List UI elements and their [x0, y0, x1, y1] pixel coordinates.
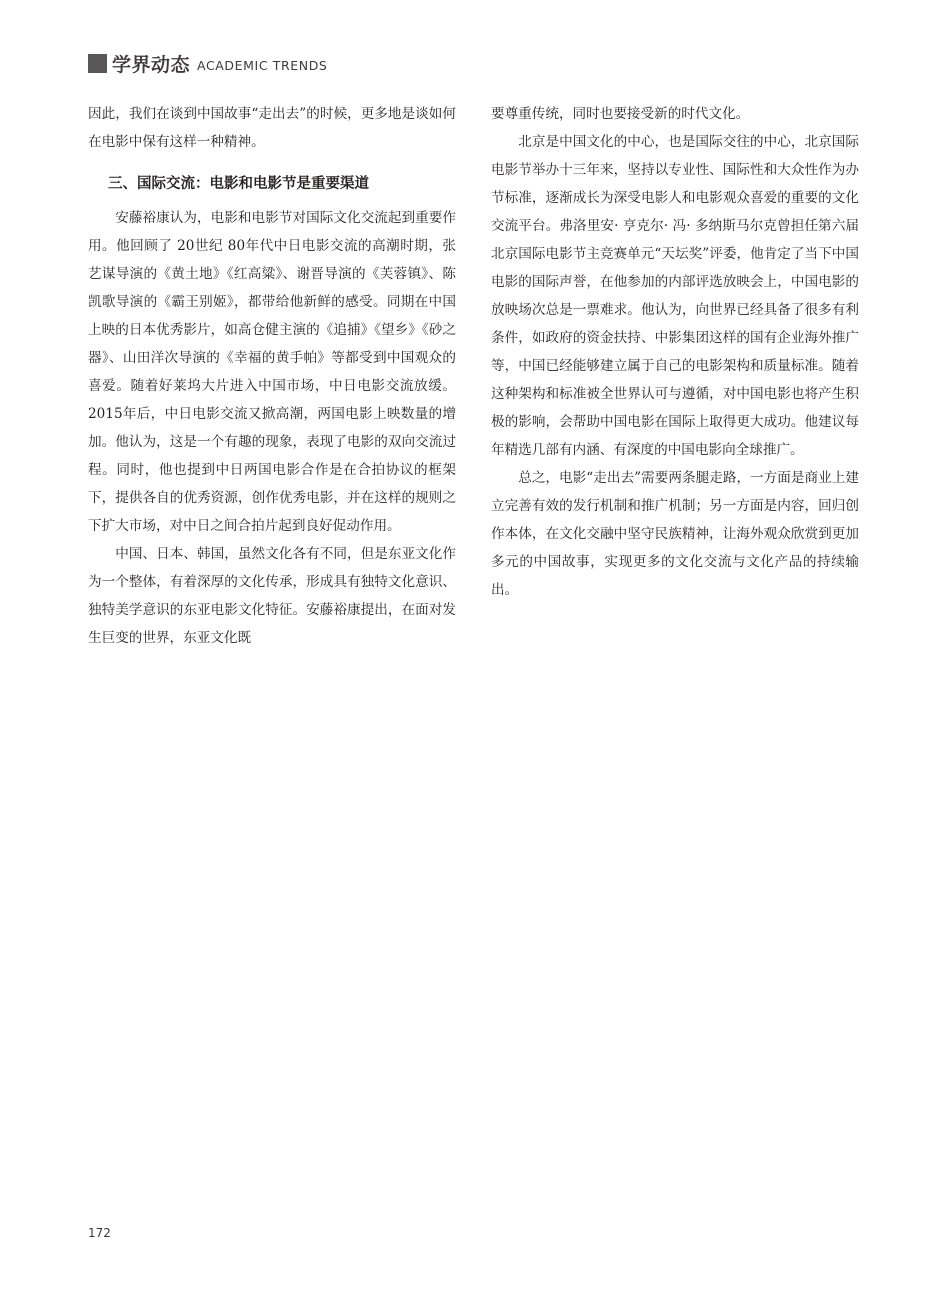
left-paragraph-2: 中国、日本、韩国，虽然文化各有不同，但是东亚文化作为一个整体，有着深厚的文化传承，形成具有独特文化意识、独特美学意识的东亚电影文化特征。安藤裕康提出，在面对发生巨变的世界，东亚文化既 [88, 546, 456, 646]
header-title-en: ACADEMIC TRENDS [197, 57, 328, 73]
page-number: 172 [88, 1226, 111, 1240]
running-header [88, 52, 327, 74]
section-heading: 三、国际交流：电影和电影节是重要渠道 [108, 176, 369, 192]
left-column [88, 100, 456, 652]
left-paragraph-1: 安藤裕康认为，电影和电影节对国际文化交流起到重要作用。他回顾了 20世纪 80年代中日电影交流的高潮时期，张艺谋导演的《黄土地》《红高粱》、谢晋导演的《芙蓉镇》、陈凯歌导演的《霸王别姬》，都带给他新鲜的感受。同期在中国上映的日本优秀影片，如高仓健主演的《追捕》《望乡》《砂之器》、山田洋次导演的《幸福的黄手帕》等都受到中国观众的喜爱。随着好莱坞大片进入中国市场，中日电影交流放缓。2015年后，中日电影交流又掀高潮，两国电影上映数量的增加。他认为，这是一个有趣的现象，表现了电影的双向交流过程。同时，他也提到中日两国电影合作是在合拍协议的框架下，提供各自的优秀资源，创作优秀电影，并在这样的规则之下扩大市场，对中日之间合拍片起到良好促动作用。 [88, 210, 456, 534]
header-block-icon [88, 54, 107, 73]
header-title-cn: 学界动态 [112, 53, 191, 76]
right-paragraph-1: 北京是中国文化的中心，也是国际交往的中心，北京国际电影节举办十三年来，坚持以专业性、国际性和大众性作为办节标准，逐渐成长为深受电影人和电影观众喜爱的重要的文化交流平台。弗洛里安· 亨克尔· 冯· 多纳斯马尔克曾担任第六届北京国际电影节主竞赛单元“天坛奖”评委，他肯定了当下中国电影的国际声誉，在他参加的内部评选放映会上，中国电影的放映场次总是一票难求。他认为，向世界已经具备了很多有利条件，如政府的资金扶持、中影集团这样的国有企业海外推广等，中国已经能够建立属于自己的电影架构和质量标准。随着这种架构和标准被全世界认可与遵循，对中国电影也将产生积极的影响，会帮助中国电影在国际上取得更大成功。他建议每年精选几部有内涵、有深度的中国电影向全球推广。 [491, 134, 859, 458]
right-column [491, 100, 859, 604]
right-paragraph-continued: 要尊重传统，同时也要接受新的时代文化。 [491, 106, 750, 122]
left-paragraph-continued: 因此，我们在谈到中国故事“走出去”的时候，更多地是谈如何在电影中保有这样一种精神。 [88, 106, 456, 150]
right-paragraph-2: 总之，电影“走出去”需要两条腿走路，一方面是商业上建立完善有效的发行机制和推广机制；另一方面是内容，回归创作本体，在文化交融中坚守民族精神，让海外观众欣赏到更加多元的中国故事，实现更多的文化交流与文化产品的持续输出。 [491, 470, 859, 598]
